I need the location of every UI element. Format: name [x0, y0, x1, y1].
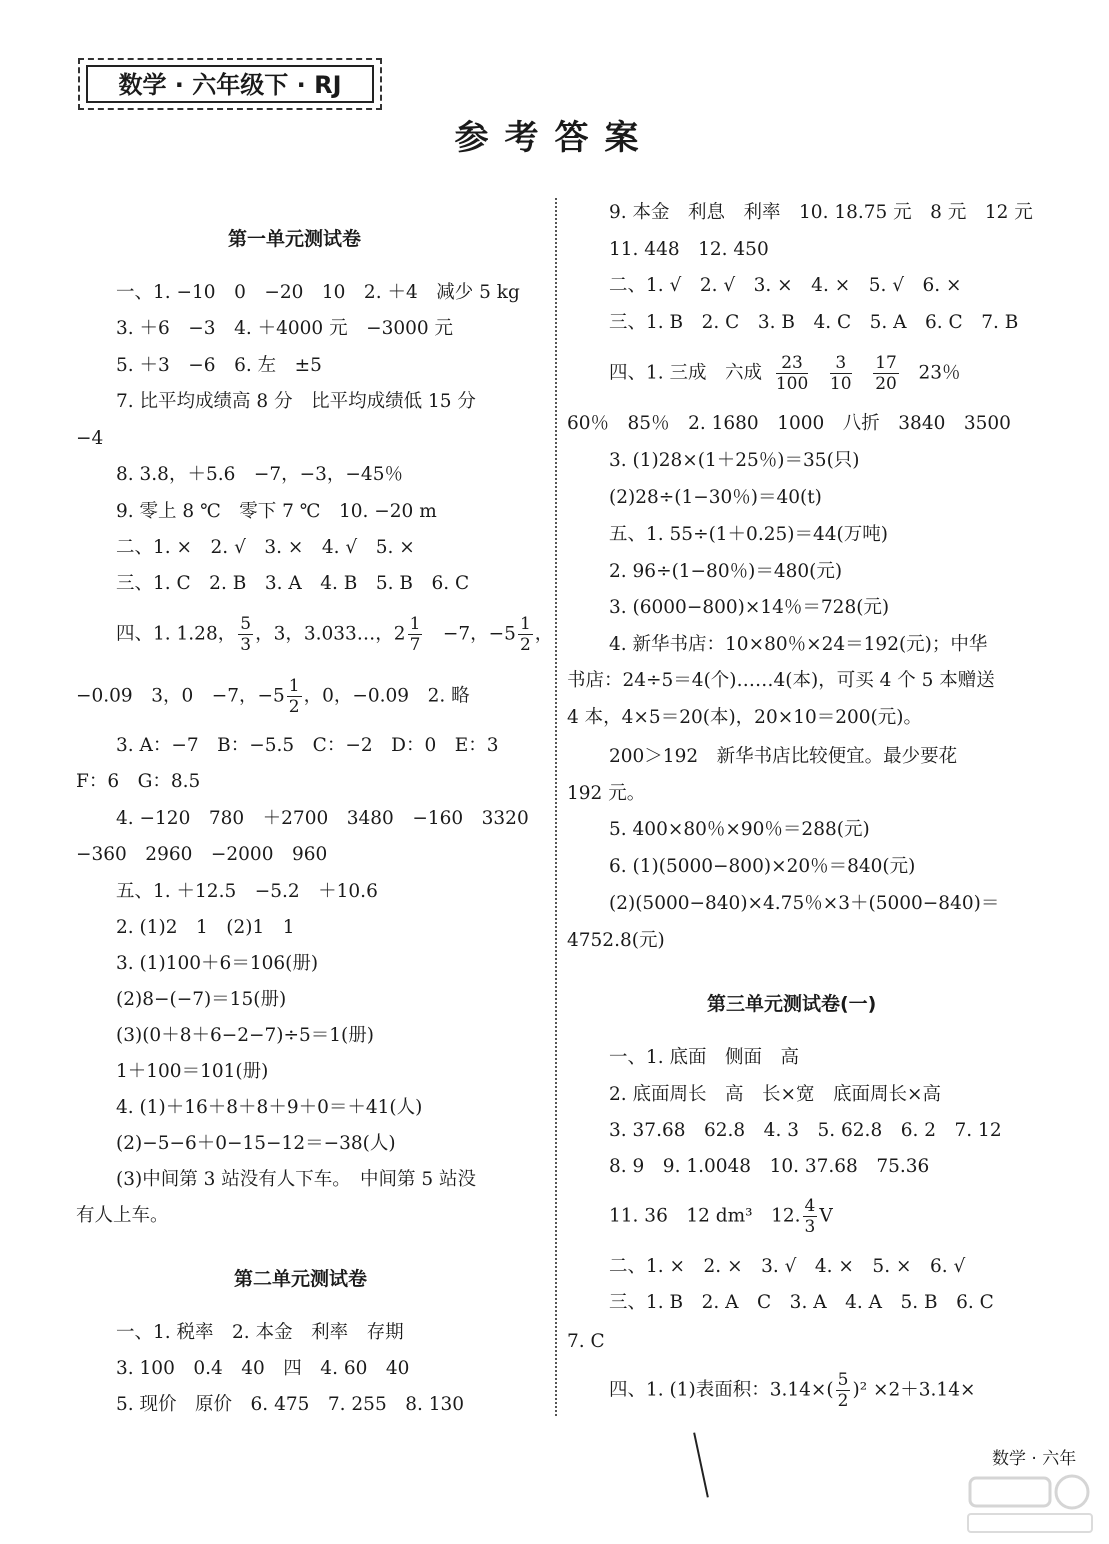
fraction	[836, 1370, 851, 1411]
answer-line: 3. 100 0.4 40 四 4. 60 40	[116, 1358, 410, 1379]
answer-line: 4752.8(元)	[567, 930, 665, 951]
answer-line: 5. 400×80％×90％＝288(元)	[609, 819, 870, 840]
answer-line: 二、1. √ 2. √ 3. × 4. × 5. √ 6. ×	[609, 275, 962, 296]
answer-line: 4. (1)＋16＋8＋8＋9＋0＝＋41(人)	[116, 1097, 423, 1118]
section-title-unit3: 第三单元测试卷(一)	[707, 993, 877, 1015]
section-title-unit2: 第二单元测试卷	[234, 1268, 368, 1290]
answer-line: 一、1. 底面 侧面 高	[609, 1047, 800, 1068]
fraction	[408, 614, 423, 655]
fraction-numerator: 17	[875, 353, 897, 373]
fraction-numerator: 23	[776, 353, 808, 374]
answer-line: (3)(0＋8＋6−2−7)÷5＝1(册)	[116, 1025, 374, 1046]
answer-line: 192 元。	[567, 783, 646, 804]
answer-line: 一、1. 税率 2. 本金 利率 存期	[116, 1322, 404, 1343]
answer-line: 4 本，4×5＝20(本)，20×10＝200(元)。	[567, 707, 922, 728]
text-segment: 四、1. 1.28，	[116, 623, 237, 645]
answer-line: (2)28÷(1−30％)＝40(t)	[609, 487, 822, 508]
answer-line: F：6 G：8.5	[76, 771, 201, 792]
answer-line: 4. 新华书店：10×80％×24＝192(元)；中华	[609, 634, 988, 655]
answer-line: 4. −120 780 ＋2700 3480 −160 3320	[116, 808, 529, 829]
fraction-numerator: 1	[409, 614, 421, 634]
answer-line: 11. 448 12. 450	[609, 239, 769, 260]
text-segment: ，0，−0.09 2. 略	[303, 685, 470, 707]
answer-line: 3. A：−7 B：−5.5 C：−2 D：0 E：3	[116, 735, 499, 756]
answer-line-fractions	[609, 353, 961, 394]
answer-line: (2)8−(−7)＝15(册)	[116, 989, 287, 1010]
answer-line: 二、1. × 2. × 3. √ 4. × 5. × 6. √	[609, 1256, 966, 1277]
answer-line: (3)中间第 3 站没有人下车。 中间第 5 站没	[116, 1169, 477, 1190]
fraction-denominator: 10	[829, 374, 852, 394]
answer-line: 2. 底面周长 高 长×宽 底面周长×高	[609, 1084, 942, 1105]
fraction	[830, 353, 852, 394]
fraction-numerator: 5	[837, 1370, 849, 1390]
answer-line: 三、1. B 2. A C 3. A 4. A 5. B 6. C	[609, 1292, 994, 1313]
text-segment: −0.09 3，0 −7，−5	[76, 685, 285, 707]
text-segment: 四、1. (1)表面积：3.14×(	[609, 1379, 834, 1401]
answer-line: −360 2960 −2000 960	[76, 844, 328, 865]
text-segment: )² ×2＋3.14×	[852, 1379, 976, 1401]
fraction-denominator: 3	[240, 635, 252, 655]
fraction-denominator: 100	[775, 374, 809, 394]
answer-line: 3. 37.68 62.8 4. 3 5. 62.8 6. 2 7. 12	[609, 1120, 1002, 1141]
answer-line: 三、1. C 2. B 3. A 4. B 5. B 6. C	[116, 573, 470, 594]
answer-line: (2)−5−6＋0−15−12＝−38(人)	[116, 1133, 396, 1154]
answer-line: −4	[76, 428, 104, 449]
answer-line: 7. C	[567, 1331, 605, 1352]
fraction	[287, 676, 302, 717]
column-divider	[555, 198, 557, 1416]
fraction	[776, 353, 808, 394]
answer-line: 6. (1)(5000−800)×20％＝840(元)	[609, 856, 916, 877]
answer-line: 五、1. 55÷(1＋0.25)＝44(万吨)	[609, 524, 888, 545]
answer-line: 3. ＋6 −3 4. ＋4000 元 −3000 元	[116, 318, 454, 339]
fraction-denominator: 7	[409, 635, 421, 655]
answer-line-fractions	[609, 1370, 975, 1411]
text-segment: ，	[534, 623, 554, 645]
text-segment: ，3，3.033…，2	[255, 623, 406, 645]
fraction-denominator: 3	[804, 1217, 816, 1237]
fraction-numerator: 3	[830, 353, 852, 374]
answer-line: 二、1. × 2. √ 3. × 4. √ 5. ×	[116, 537, 415, 558]
answer-line: 1＋100＝101(册)	[116, 1061, 269, 1082]
answer-line: 书店：24÷5＝4(个)……4(本)，可买 4 个 5 本赠送	[567, 670, 995, 691]
fraction	[518, 614, 533, 655]
fraction-denominator: 20	[875, 374, 897, 394]
answer-line: (2)(5000−840)×4.75％×3＋(5000−840)＝	[609, 893, 1000, 914]
answer-line: 200＞192 新华书店比较便宜。最少要花	[609, 746, 958, 767]
fraction-denominator: 2	[288, 697, 300, 717]
text-segment: V	[819, 1205, 833, 1227]
fraction-numerator: 1	[288, 676, 300, 696]
answer-line-fractions	[76, 676, 470, 717]
answer-line: 3. (1)100＋6＝106(册)	[116, 953, 319, 974]
answer-line: 7. 比平均成绩高 8 分 比平均成绩低 15 分	[116, 391, 476, 412]
answer-line: 5. ＋3 −6 6. 左 ±5	[116, 355, 322, 376]
section-title-unit1: 第一单元测试卷	[228, 228, 362, 250]
fraction-numerator: 4	[804, 1196, 816, 1216]
fraction-denominator: 2	[837, 1391, 849, 1411]
answer-line: 一、1. −10 0 −20 10 2. ＋4 减少 5 kg	[116, 282, 520, 303]
answer-line: 有人上车。	[76, 1205, 169, 1226]
answer-line: 60％ 85％ 2. 1680 1000 八折 3840 3500	[567, 413, 1011, 434]
text-segment: 四、1. 三成 六成	[609, 362, 763, 384]
answer-line: 2. (1)2 1 (2)1 1	[116, 917, 295, 938]
text-segment: 11. 36 12 dm³ 12.	[609, 1205, 801, 1227]
answer-line-fractions	[116, 614, 553, 655]
page-title: 参考答案	[454, 118, 655, 158]
answer-line: 8. 3.8，＋5.6 −7，−3，−45％	[116, 464, 403, 485]
pen-stroke	[693, 1433, 709, 1498]
footer-label: 数学 · 六年	[992, 1449, 1077, 1469]
watermark-logo	[960, 1470, 1100, 1540]
fraction-numerator: 5	[240, 614, 252, 634]
fraction-denominator: 2	[519, 635, 531, 655]
answer-line: 9. 本金 利息 利率 10. 18.75 元 8 元 12 元	[609, 202, 1033, 223]
answer-line: 2. 96÷(1−80％)＝480(元)	[609, 561, 843, 582]
header-badge	[78, 58, 382, 110]
fraction	[803, 1196, 818, 1237]
answer-line: 3. (6000−800)×14％＝728(元)	[609, 597, 890, 618]
text-segment: 23％	[918, 362, 961, 384]
answer-line-fractions	[609, 1196, 833, 1237]
answer-line: 5. 现价 原价 6. 475 7. 255 8. 130	[116, 1394, 465, 1415]
answer-line: 五、1. ＋12.5 −5.2 ＋10.6	[116, 881, 378, 902]
answer-line: 3. (1)28×(1＋25％)＝35(只)	[609, 450, 860, 471]
fraction	[238, 614, 253, 655]
answer-line: 8. 9 9. 1.0048 10. 37.68 75.36	[609, 1156, 930, 1177]
fraction	[873, 353, 899, 394]
text-segment: −7，−5	[424, 623, 516, 645]
answer-line: 9. 零上 8 ℃ 零下 7 ℃ 10. −20 m	[116, 501, 437, 522]
answer-line: 三、1. B 2. C 3. B 4. C 5. A 6. C 7. B	[609, 312, 1019, 333]
header-label: 数学 · 六年级下 · RJ	[86, 65, 374, 103]
fraction-numerator: 1	[519, 614, 531, 634]
